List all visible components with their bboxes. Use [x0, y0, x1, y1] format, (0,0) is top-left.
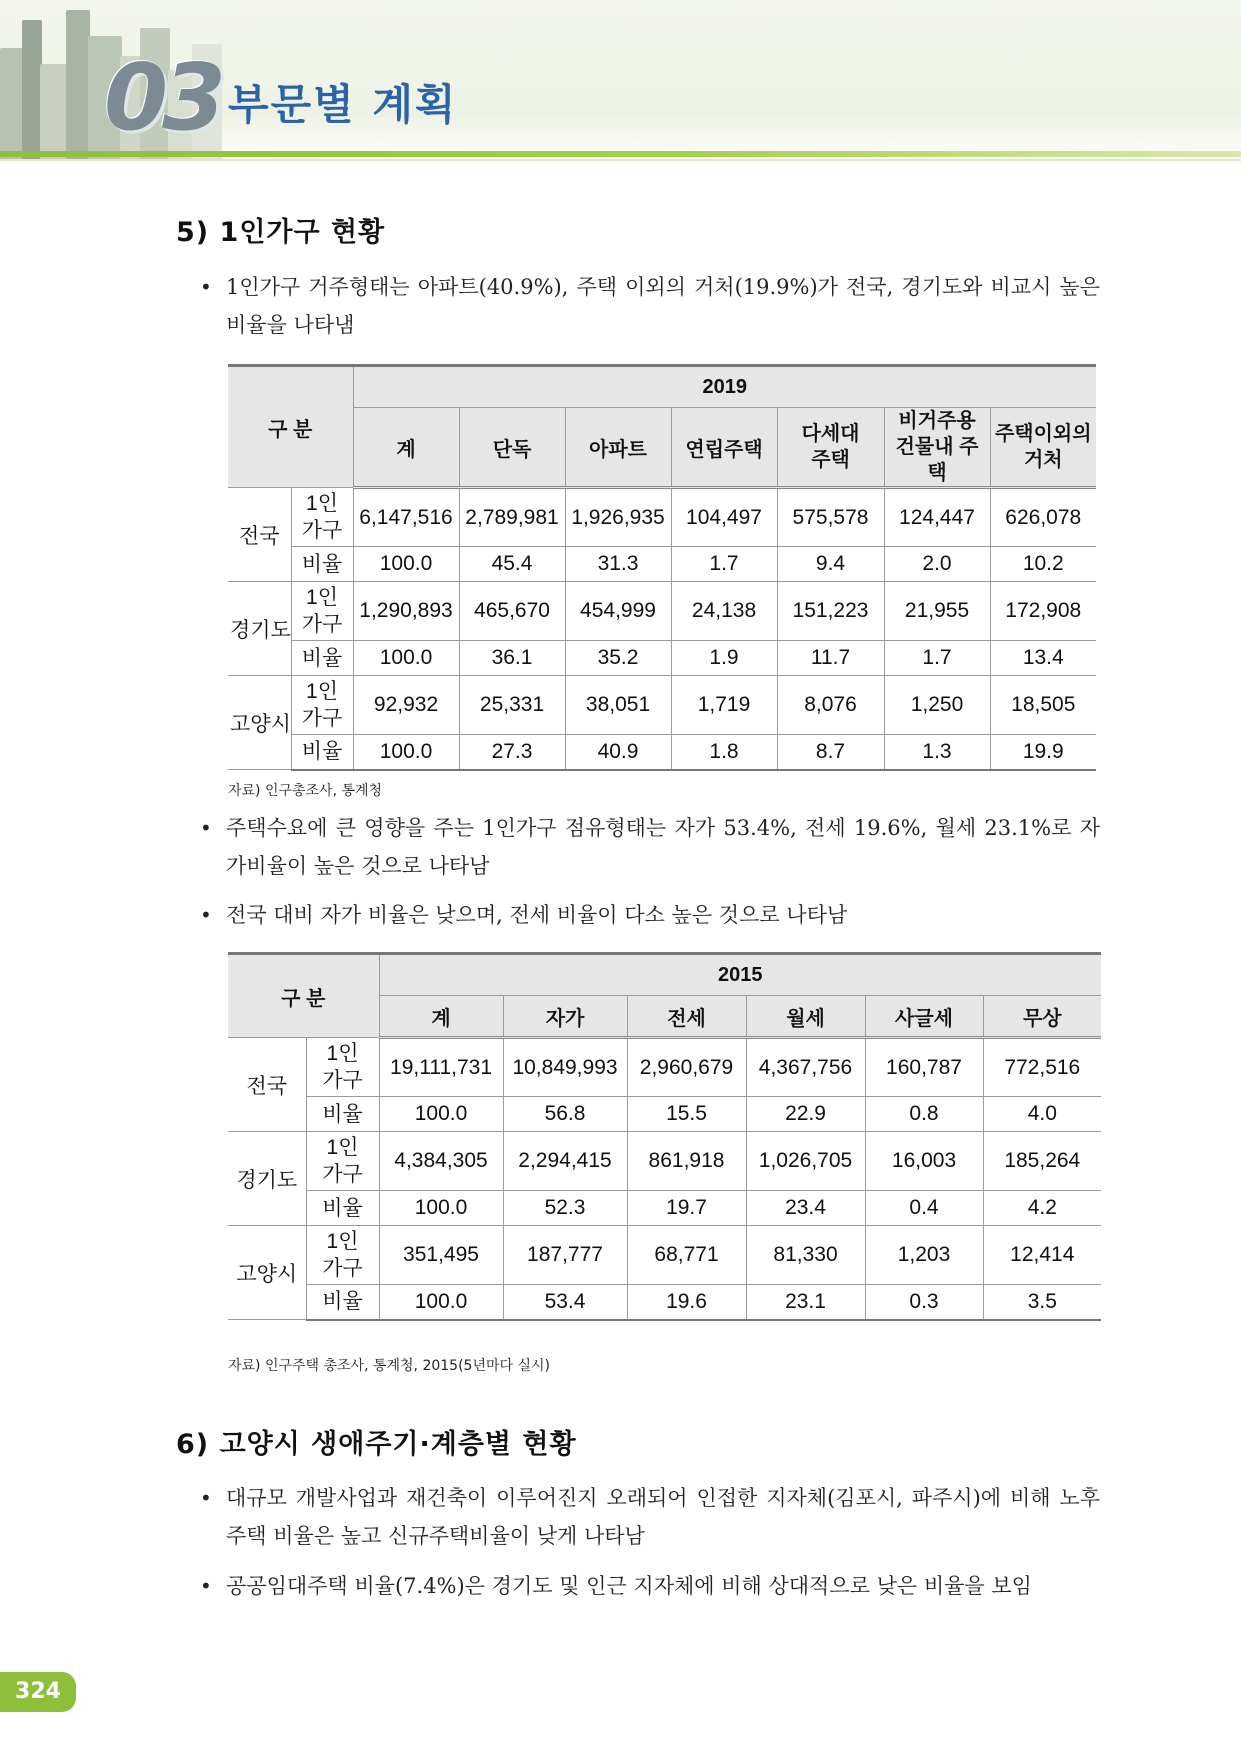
table-cell: 8.7 — [777, 735, 884, 770]
table-cell: 187,777 — [503, 1226, 627, 1285]
table-cell: 31.3 — [565, 547, 671, 582]
bullet-text: 전국 대비 자가 비율은 낮으며, 전세 비율이 다소 높은 것으로 나타남 — [226, 903, 848, 927]
region-label: 전국 — [228, 1038, 306, 1132]
table-cell: 2.0 — [884, 547, 990, 582]
table-cell: 1,250 — [884, 676, 990, 735]
table-cell: 4.0 — [983, 1097, 1101, 1132]
table-cell: 124,447 — [884, 488, 990, 547]
table-row — [228, 676, 1096, 735]
row-label: 1인 가구 — [306, 1038, 379, 1097]
table-cell: 4.2 — [983, 1191, 1101, 1226]
table-cell: 53.4 — [503, 1285, 627, 1320]
bullet-text: 주택수요에 큰 영향을 주는 1인가구 점유형태는 자가 53.4%, 전세 19.6%, 월세 23.1%로 자가비율이 높은 것으로 나타남 — [226, 816, 1100, 878]
tenure-type-table — [228, 952, 1101, 1321]
table-cell: 100.0 — [379, 1097, 503, 1132]
table-cell: 1.9 — [671, 641, 777, 676]
bullet-item — [200, 1567, 1100, 1605]
region-label: 고양시 — [228, 676, 291, 770]
table-cell: 772,516 — [983, 1038, 1101, 1097]
row-label: 1인 가구 — [291, 676, 353, 735]
bullet-item — [200, 268, 1100, 344]
bullet-dot-icon: • — [200, 903, 212, 927]
table-cell: 100.0 — [353, 547, 459, 582]
column-header: 계 — [353, 408, 459, 488]
table-cell: 4,367,756 — [746, 1038, 865, 1097]
table-cell: 1,719 — [671, 676, 777, 735]
table-cell: 25,331 — [459, 676, 565, 735]
table-cell: 23.4 — [746, 1191, 865, 1226]
bullet-item — [200, 1479, 1100, 1555]
table-cell: 81,330 — [746, 1226, 865, 1285]
table-corner-header: 구 분 — [228, 366, 353, 488]
table-cell: 575,578 — [777, 488, 884, 547]
bullet-dot-icon: • — [200, 1574, 212, 1598]
column-header: 다세대 주택 — [777, 408, 884, 488]
table-row — [228, 1285, 1101, 1320]
table-cell: 1,926,935 — [565, 488, 671, 547]
table-cell: 38,051 — [565, 676, 671, 735]
table-cell: 160,787 — [865, 1038, 983, 1097]
table-cell: 35.2 — [565, 641, 671, 676]
section-6-title: 6) 고양시 생애주기·계층별 현황 — [176, 1429, 577, 1460]
table-row — [228, 547, 1096, 582]
table-row — [228, 641, 1096, 676]
chapter-number: 03 — [104, 44, 221, 151]
table-cell: 2,294,415 — [503, 1132, 627, 1191]
table-cell: 68,771 — [627, 1226, 746, 1285]
column-header: 아파트 — [565, 408, 671, 488]
year-header: 2015 — [379, 954, 1101, 996]
column-header: 무상 — [983, 996, 1101, 1038]
table-cell: 2,789,981 — [459, 488, 565, 547]
table-cell: 1,203 — [865, 1226, 983, 1285]
row-label: 비율 — [291, 547, 353, 582]
table-cell: 151,223 — [777, 582, 884, 641]
table-cell: 40.9 — [565, 735, 671, 770]
page-number: 324 — [0, 1672, 76, 1712]
table-cell: 24,138 — [671, 582, 777, 641]
page-header — [0, 0, 1241, 166]
table-cell: 100.0 — [379, 1191, 503, 1226]
table-cell: 13.4 — [990, 641, 1096, 676]
housing-type-table — [228, 364, 1096, 771]
column-header: 사글세 — [865, 996, 983, 1038]
table-cell: 465,670 — [459, 582, 565, 641]
table-row — [228, 488, 1096, 547]
table-row — [228, 1097, 1101, 1132]
region-label: 고양시 — [228, 1226, 306, 1320]
table-cell: 0.4 — [865, 1191, 983, 1226]
column-header: 계 — [379, 996, 503, 1038]
table-row — [228, 1038, 1101, 1097]
table-cell: 1,290,893 — [353, 582, 459, 641]
table-cell: 100.0 — [379, 1285, 503, 1320]
table-cell: 0.3 — [865, 1285, 983, 1320]
table-cell: 351,495 — [379, 1226, 503, 1285]
table-row — [228, 1191, 1101, 1226]
bullet-item — [200, 896, 1100, 934]
table-cell: 4,384,305 — [379, 1132, 503, 1191]
table-cell: 23.1 — [746, 1285, 865, 1320]
bullet-dot-icon: • — [200, 1486, 212, 1510]
table-cell: 1.8 — [671, 735, 777, 770]
table-row — [228, 1226, 1101, 1285]
table-cell: 185,264 — [983, 1132, 1101, 1191]
table-cell: 19.7 — [627, 1191, 746, 1226]
row-label: 1인 가구 — [306, 1226, 379, 1285]
table-cell: 18,505 — [990, 676, 1096, 735]
table-source: 자료) 인구총조사, 통계청 — [228, 783, 383, 799]
row-label: 1인 가구 — [291, 582, 353, 641]
row-label: 비율 — [306, 1097, 379, 1132]
table-cell: 36.1 — [459, 641, 565, 676]
table-cell: 10,849,993 — [503, 1038, 627, 1097]
row-label: 비율 — [306, 1191, 379, 1226]
table-cell: 21,955 — [884, 582, 990, 641]
table-cell: 1.7 — [671, 547, 777, 582]
bullet-text: 1인가구 거주형태는 아파트(40.9%), 주택 이외의 거처(19.9%)가 전국, 경기도와 비교시 높은 비율을 나타냄 — [226, 275, 1100, 337]
bullet-text: 대규모 개발사업과 재건축이 이루어진지 오래되어 인접한 지자체(김포시, 파주시)에 비해 노후주택 비율은 높고 신규주택비율이 낮게 나타남 — [226, 1486, 1100, 1548]
table-row — [228, 582, 1096, 641]
column-header: 단독 — [459, 408, 565, 488]
table-cell: 3.5 — [983, 1285, 1101, 1320]
bullet-dot-icon: • — [200, 275, 212, 299]
table-cell: 16,003 — [865, 1132, 983, 1191]
column-header: 월세 — [746, 996, 865, 1038]
table-row — [228, 735, 1096, 770]
table-cell: 9.4 — [777, 547, 884, 582]
table-cell: 92,932 — [353, 676, 459, 735]
column-header: 자가 — [503, 996, 627, 1038]
row-label: 1인 가구 — [291, 488, 353, 547]
column-header: 전세 — [627, 996, 746, 1038]
table-cell: 172,908 — [990, 582, 1096, 641]
header-accent-band — [0, 151, 1241, 157]
table-cell: 52.3 — [503, 1191, 627, 1226]
header-divider — [0, 159, 1241, 161]
table-corner-header: 구 분 — [228, 954, 379, 1038]
column-header: 연립주택 — [671, 408, 777, 488]
column-header: 비거주용 건물내 주택 — [884, 408, 990, 488]
table-cell: 104,497 — [671, 488, 777, 547]
table-cell: 1.3 — [884, 735, 990, 770]
region-label: 전국 — [228, 488, 291, 582]
table-cell: 100.0 — [353, 641, 459, 676]
table-cell: 15.5 — [627, 1097, 746, 1132]
chapter-title: 부문별 계획 — [228, 80, 458, 129]
table-cell: 12,414 — [983, 1226, 1101, 1285]
row-label: 1인 가구 — [306, 1132, 379, 1191]
table-cell: 626,078 — [990, 488, 1096, 547]
bullet-text: 공공임대주택 비율(7.4%)은 경기도 및 인근 지자체에 비해 상대적으로 낮은 비율을 보임 — [226, 1574, 1032, 1598]
table-cell: 1,026,705 — [746, 1132, 865, 1191]
bullet-item — [200, 809, 1100, 885]
row-label: 비율 — [291, 735, 353, 770]
table-row — [228, 1132, 1101, 1191]
row-label: 비율 — [291, 641, 353, 676]
table-cell: 6,147,516 — [353, 488, 459, 547]
table-cell: 1.7 — [884, 641, 990, 676]
table-cell: 19,111,731 — [379, 1038, 503, 1097]
table-source: 자료) 인구주택 총조사, 통계청, 2015(5년마다 실시) — [228, 1358, 550, 1374]
table-cell: 19.9 — [990, 735, 1096, 770]
table-cell: 0.8 — [865, 1097, 983, 1132]
row-label: 비율 — [306, 1285, 379, 1320]
table-cell: 2,960,679 — [627, 1038, 746, 1097]
table-cell: 45.4 — [459, 547, 565, 582]
column-header: 주택이외의 거처 — [990, 408, 1096, 488]
table-cell: 454,999 — [565, 582, 671, 641]
table-cell: 861,918 — [627, 1132, 746, 1191]
year-header: 2019 — [353, 366, 1096, 408]
table-cell: 56.8 — [503, 1097, 627, 1132]
table-cell: 19.6 — [627, 1285, 746, 1320]
table-cell: 10.2 — [990, 547, 1096, 582]
bullet-dot-icon: • — [200, 816, 212, 840]
table-cell: 11.7 — [777, 641, 884, 676]
table-cell: 100.0 — [353, 735, 459, 770]
section-5-title: 5) 1인가구 현황 — [176, 217, 386, 248]
table-cell: 8,076 — [777, 676, 884, 735]
region-label: 경기도 — [228, 582, 291, 676]
region-label: 경기도 — [228, 1132, 306, 1226]
table-cell: 27.3 — [459, 735, 565, 770]
table-cell: 22.9 — [746, 1097, 865, 1132]
